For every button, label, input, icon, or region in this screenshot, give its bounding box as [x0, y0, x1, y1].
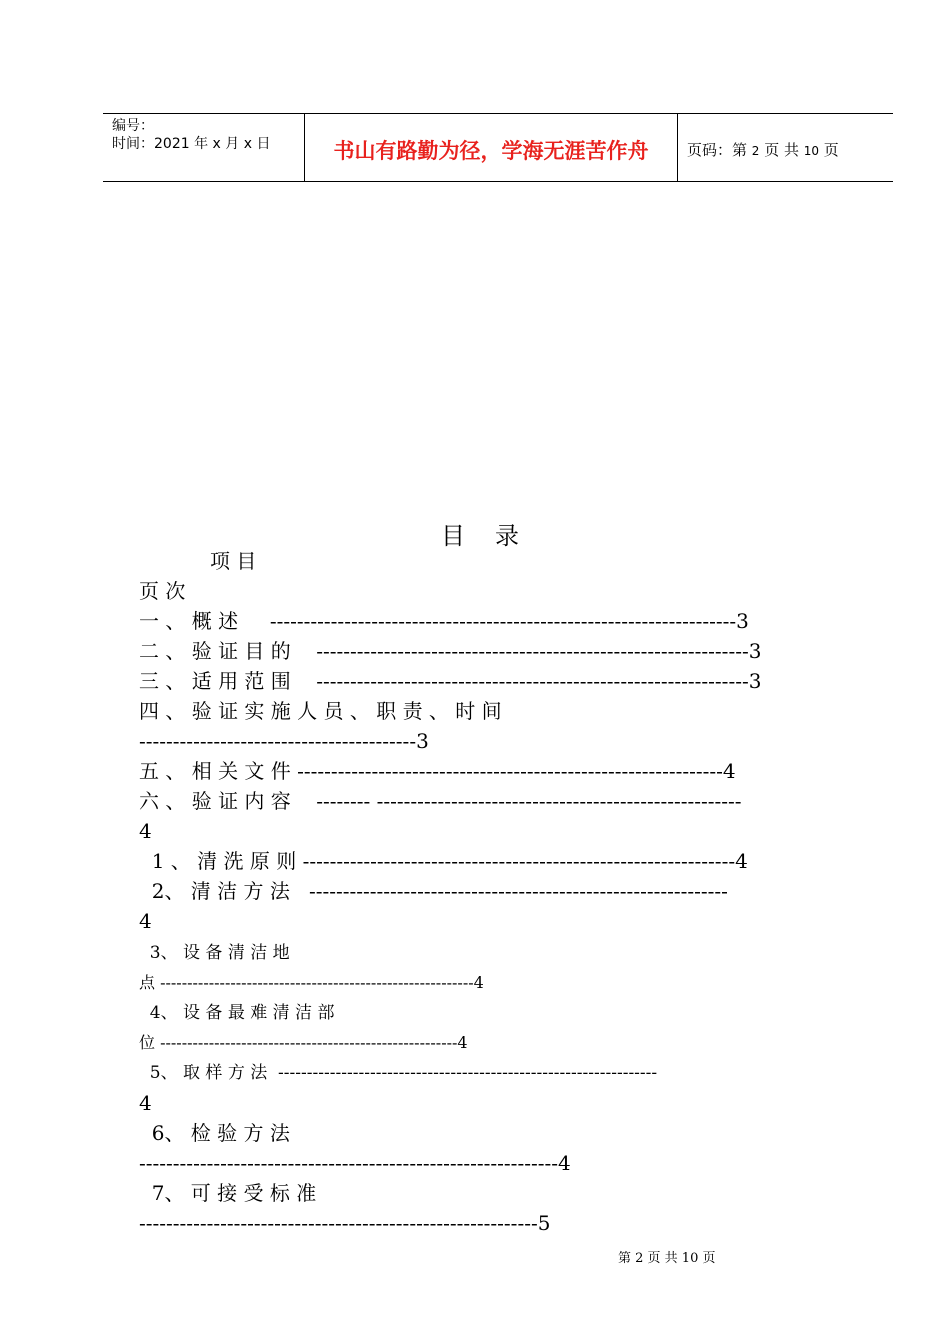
header-bottom-rule	[103, 181, 893, 182]
header-meta	[112, 117, 270, 153]
toc-line: 4、 设 备 最 难 清 洁 部	[139, 1003, 335, 1023]
toc-line: 四 、 验 证 实 施 人 员 、 职 责 、 时 间	[139, 699, 502, 723]
toc-line: 1 、 清 洗 原 则 ----------------------------------------------------------------4	[139, 849, 748, 873]
toc-title: 目录	[441, 522, 549, 550]
toc-line: 5、 取 样 方 法 ------------------------------------------------------------------	[139, 1063, 658, 1083]
toc-line: 7、 可 接 受 标 准	[139, 1181, 317, 1205]
toc-line: 6、 检 验 方 法	[139, 1121, 290, 1145]
page-end: 页	[819, 141, 839, 159]
toc-line: 4	[139, 909, 152, 933]
header-divider-right	[677, 113, 678, 181]
page-mid: 页 共	[759, 141, 804, 159]
toc-line: 三 、 适 用 范 围 ----------------------------------------------------------------3	[139, 669, 762, 693]
toc-line: 一 、 概 述 ---------------------------------------------------------------------3	[139, 609, 749, 633]
header-page-info	[687, 139, 839, 160]
time-label: 时间：2021 年 x 月 x 日	[112, 136, 271, 152]
toc-col-item: 项 目	[210, 549, 257, 573]
toc-line: 六 、 验 证 内 容 -------- ------------------------------------------------------	[139, 789, 742, 813]
toc-line: 4	[139, 1091, 152, 1115]
page-footer: 第 2 页 共 10 页	[618, 1251, 716, 1266]
header-top-rule	[103, 113, 893, 114]
page-number: 2	[751, 144, 760, 158]
toc-col-page: 页 次	[139, 579, 186, 603]
toc-line: -----------------------------------------------------------5	[139, 1211, 551, 1235]
toc-line: 二 、 验 证 目 的 ----------------------------------------------------------------3	[139, 639, 762, 663]
toc-line: 4	[139, 819, 152, 843]
header-motto: 书山有路勤为径，学海无涯苦作舟	[333, 139, 649, 163]
serial-label: 编号：	[112, 118, 154, 134]
toc-line: 位 -------------------------------------------------------4	[139, 1033, 468, 1052]
toc-line: 2、 清 洁 方 法 --------------------------------------------------------------	[139, 879, 728, 903]
toc-line: --------------------------------------------------------------4	[139, 1151, 571, 1175]
toc-line: 点 ----------------------------------------------------------4	[139, 973, 484, 992]
toc-line: 五 、 相 关 文 件 ---------------------------------------------------------------4	[139, 759, 736, 783]
page-total: 10	[803, 144, 820, 158]
toc-line: 3、 设 备 清 洁 地	[139, 943, 290, 963]
page-label: 页码：第	[687, 141, 752, 159]
toc-line: -----------------------------------------3	[139, 729, 429, 753]
